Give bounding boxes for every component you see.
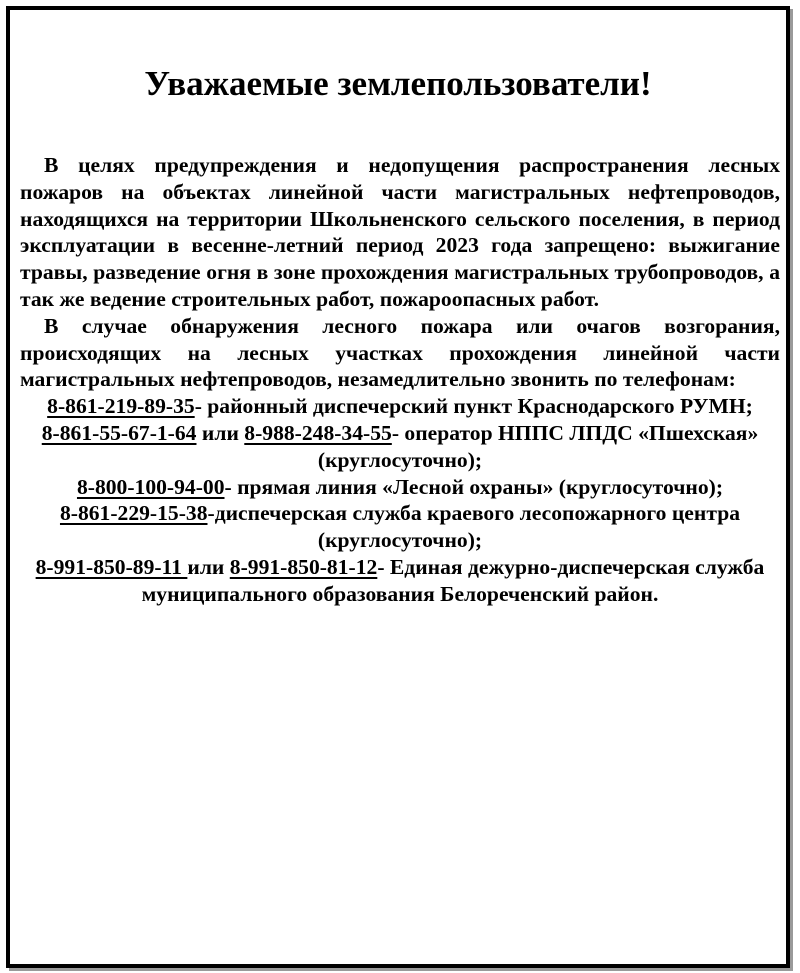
phone-link[interactable]: 8-991-850-81-12	[229, 554, 378, 579]
phone-link[interactable]: 8-861-55-67-1-64	[41, 420, 197, 445]
contact-item-district-dispatch	[20, 393, 780, 420]
phone-link[interactable]: 8-861-229-15-38	[59, 501, 208, 526]
phone-link[interactable]: 8-800-100-94-00	[76, 474, 225, 499]
contact-list	[20, 393, 780, 607]
contact-description: - Единая дежурно-диспечерская служба муниципального образования Белореченский район.	[141, 554, 765, 606]
contact-description: - районный диспечерский пункт Краснодарского РУМН;	[194, 394, 753, 419]
contact-item-regional-fire-center	[20, 500, 780, 554]
phone-link[interactable]: 8-861-219-89-35	[47, 394, 195, 419]
notice-title: Уважаемые землепользователи!	[144, 64, 652, 103]
contact-description: - прямая линия «Лесной охраны» (круглосуточно);	[224, 474, 724, 499]
contact-description: - оператор НППС ЛПДС «Пшехская» (круглосуточно);	[317, 420, 759, 472]
notice-frame	[6, 6, 790, 968]
phone-link[interactable]: 8-988-248-34-55	[244, 420, 392, 445]
contact-item-municipal-dispatch	[20, 554, 780, 608]
phone-link[interactable]: 8-991-850-89-11	[35, 554, 188, 579]
contact-description: -диспечерская служба краевого лесопожарного центра (круглосуточно);	[207, 501, 741, 553]
notice-body	[20, 152, 780, 608]
contact-item-forest-guard	[20, 474, 780, 501]
contact-connector: или	[196, 420, 245, 445]
prohibition-paragraph: В целях предупреждения и недопущения распространения лесных пожаров на объектах линейной части магистральных нефтепроводов, находящихся на территории Школьненского сельского поселения, в период эксплуатации в весенне-летний период 2023 года запрещено: выжигание травы, разведение огня в зоне прохождения магистральных трубопроводов, а так же ведение строительных работ, пожароопасных работ.	[20, 153, 780, 311]
contact-item-npps-operator	[20, 420, 780, 474]
instruction-paragraph: В случае обнаружения лесного пожара или очагов возгорания, происходящих на лесных участках прохождения линейной части магистральных нефтепроводов, незамедлительно звонить по телефонам:	[20, 313, 780, 392]
contact-connector: или	[187, 554, 230, 579]
